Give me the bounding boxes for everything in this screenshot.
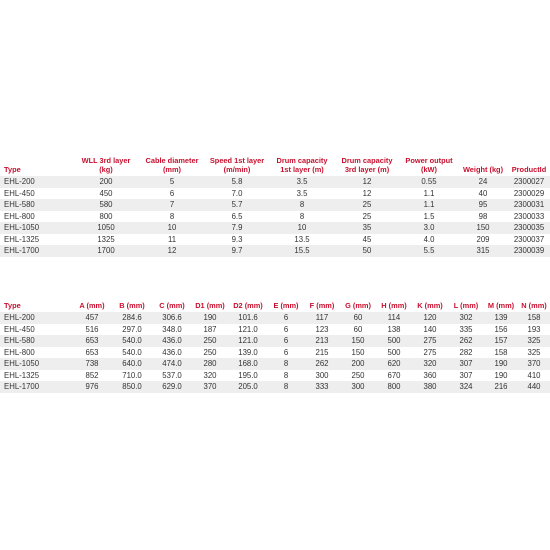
value-cell: 580: [72, 199, 140, 211]
value-cell: 6: [268, 347, 304, 359]
column-header: H (mm): [381, 301, 407, 310]
value-cell: 640.0: [112, 358, 152, 370]
type-cell: EHL-1700: [0, 245, 72, 257]
value-cell: 457: [72, 312, 112, 324]
value-cell: 280: [192, 358, 228, 370]
value-cell: 7.9: [204, 222, 270, 234]
dim-row: [0, 370, 550, 382]
column-header: A (mm): [79, 301, 105, 310]
value-cell: 302: [448, 312, 484, 324]
spec-row: [0, 188, 550, 200]
value-cell: 710.0: [112, 370, 152, 382]
type-cell: EHL-1325: [0, 234, 72, 246]
value-cell: 195.0: [228, 370, 268, 382]
value-cell: 852: [72, 370, 112, 382]
value-cell: 670: [376, 370, 412, 382]
dim-row: [0, 324, 550, 336]
value-cell: 117: [304, 312, 340, 324]
specification-table: [0, 151, 550, 257]
value-cell: 8: [268, 370, 304, 382]
value-cell: 5: [140, 176, 204, 188]
column-header: WLL 3rd layer (kg): [81, 156, 131, 174]
value-cell: 150: [340, 347, 376, 359]
value-cell: 1050: [72, 222, 140, 234]
spec-row: [0, 222, 550, 234]
value-cell: 156: [484, 324, 518, 336]
value-cell: 800: [376, 381, 412, 393]
value-cell: 738: [72, 358, 112, 370]
value-cell: 25: [334, 211, 400, 223]
type-cell: EHL-800: [0, 211, 72, 223]
value-cell: 335: [448, 324, 484, 336]
value-cell: 121.0: [228, 335, 268, 347]
column-header: Drum capacity 3rd layer (m): [341, 156, 393, 174]
value-cell: 284.6: [112, 312, 152, 324]
value-cell: 193: [518, 324, 550, 336]
type-cell: EHL-1050: [0, 358, 72, 370]
value-cell: 2300035: [508, 222, 550, 234]
value-cell: 620: [376, 358, 412, 370]
type-cell: EHL-800: [0, 347, 72, 359]
value-cell: 5.8: [204, 176, 270, 188]
value-cell: 158: [518, 312, 550, 324]
type-cell: EHL-580: [0, 335, 72, 347]
value-cell: 5.5: [400, 245, 458, 257]
value-cell: 307: [448, 358, 484, 370]
value-cell: 150: [340, 335, 376, 347]
value-cell: 7.0: [204, 188, 270, 200]
value-cell: 500: [376, 335, 412, 347]
value-cell: 12: [334, 176, 400, 188]
column-header: G (mm): [345, 301, 371, 310]
value-cell: 187: [192, 324, 228, 336]
value-cell: 540.0: [112, 347, 152, 359]
value-cell: 157: [484, 335, 518, 347]
value-cell: 60: [340, 324, 376, 336]
value-cell: 25: [334, 199, 400, 211]
value-cell: 150: [458, 222, 508, 234]
column-header: K (mm): [417, 301, 443, 310]
dim-body: [0, 312, 550, 393]
value-cell: 300: [340, 381, 376, 393]
value-cell: 306.6: [152, 312, 192, 324]
value-cell: 200: [72, 176, 140, 188]
value-cell: 440: [518, 381, 550, 393]
value-cell: 7: [140, 199, 204, 211]
value-cell: 11: [140, 234, 204, 246]
value-cell: 121.0: [228, 324, 268, 336]
value-cell: 436.0: [152, 347, 192, 359]
value-cell: 8: [270, 199, 334, 211]
value-cell: 95: [458, 199, 508, 211]
value-cell: 101.6: [228, 312, 268, 324]
column-header: F (mm): [309, 301, 335, 310]
dim-row: [0, 335, 550, 347]
value-cell: 168.0: [228, 358, 268, 370]
spec-header-row: [0, 151, 550, 176]
type-cell: EHL-200: [0, 176, 72, 188]
column-header: Weight (kg): [462, 165, 504, 174]
value-cell: 300: [304, 370, 340, 382]
type-cell: EHL-580: [0, 199, 72, 211]
value-cell: 250: [192, 335, 228, 347]
value-cell: 24: [458, 176, 508, 188]
dim-row: [0, 347, 550, 359]
value-cell: 653: [72, 335, 112, 347]
value-cell: 45: [334, 234, 400, 246]
value-cell: 1700: [72, 245, 140, 257]
dimensions-table: [0, 282, 550, 393]
value-cell: 8: [270, 211, 334, 223]
type-cell: EHL-450: [0, 188, 72, 200]
value-cell: 190: [484, 358, 518, 370]
value-cell: 1.5: [400, 211, 458, 223]
value-cell: 315: [458, 245, 508, 257]
value-cell: 2300039: [508, 245, 550, 257]
value-cell: 120: [412, 312, 448, 324]
spec-body: [0, 176, 550, 257]
column-header: D2 (mm): [233, 301, 263, 310]
value-cell: 297.0: [112, 324, 152, 336]
value-cell: 537.0: [152, 370, 192, 382]
value-cell: 2300027: [508, 176, 550, 188]
value-cell: 190: [192, 312, 228, 324]
value-cell: 850.0: [112, 381, 152, 393]
value-cell: 60: [340, 312, 376, 324]
value-cell: 410: [518, 370, 550, 382]
value-cell: 2300031: [508, 199, 550, 211]
dim-header-row: [0, 282, 550, 312]
value-cell: 3.5: [270, 176, 334, 188]
value-cell: 976: [72, 381, 112, 393]
value-cell: 3.0: [400, 222, 458, 234]
value-cell: 348.0: [152, 324, 192, 336]
value-cell: 250: [192, 347, 228, 359]
column-header: M (mm): [487, 301, 515, 310]
column-header: Drum capacity 1st layer (m): [276, 156, 328, 174]
type-cell: EHL-1700: [0, 381, 72, 393]
value-cell: 209: [458, 234, 508, 246]
value-cell: 275: [412, 347, 448, 359]
value-cell: 450: [72, 188, 140, 200]
value-cell: 5.7: [204, 199, 270, 211]
value-cell: 324: [448, 381, 484, 393]
value-cell: 114: [376, 312, 412, 324]
column-header: C (mm): [159, 301, 185, 310]
value-cell: 12: [140, 245, 204, 257]
value-cell: 436.0: [152, 335, 192, 347]
column-header: ProductId: [511, 165, 547, 174]
value-cell: 2300033: [508, 211, 550, 223]
value-cell: 275: [412, 335, 448, 347]
spec-row: [0, 234, 550, 246]
value-cell: 9.3: [204, 234, 270, 246]
value-cell: 380: [412, 381, 448, 393]
value-cell: 205.0: [228, 381, 268, 393]
value-cell: 2300037: [508, 234, 550, 246]
spec-row: [0, 176, 550, 188]
value-cell: 500: [376, 347, 412, 359]
value-cell: 138: [376, 324, 412, 336]
spec-row: [0, 245, 550, 257]
value-cell: 216: [484, 381, 518, 393]
value-cell: 215: [304, 347, 340, 359]
value-cell: 10: [270, 222, 334, 234]
value-cell: 3.5: [270, 188, 334, 200]
type-cell: EHL-200: [0, 312, 72, 324]
value-cell: 213: [304, 335, 340, 347]
value-cell: 262: [448, 335, 484, 347]
dim-row: [0, 358, 550, 370]
value-cell: 320: [192, 370, 228, 382]
value-cell: 8: [268, 358, 304, 370]
value-cell: 2300029: [508, 188, 550, 200]
value-cell: 370: [192, 381, 228, 393]
value-cell: 50: [334, 245, 400, 257]
value-cell: 250: [340, 370, 376, 382]
spec-row: [0, 199, 550, 211]
value-cell: 333: [304, 381, 340, 393]
value-cell: 4.0: [400, 234, 458, 246]
value-cell: 13.5: [270, 234, 334, 246]
value-cell: 6.5: [204, 211, 270, 223]
value-cell: 190: [484, 370, 518, 382]
type-cell: EHL-450: [0, 324, 72, 336]
value-cell: 1.1: [400, 188, 458, 200]
value-cell: 800: [72, 211, 140, 223]
value-cell: 325: [518, 347, 550, 359]
value-cell: 6: [268, 335, 304, 347]
value-cell: 1325: [72, 234, 140, 246]
value-cell: 139.0: [228, 347, 268, 359]
column-header: N (mm): [521, 301, 547, 310]
value-cell: 653: [72, 347, 112, 359]
value-cell: 140: [412, 324, 448, 336]
dim-row: [0, 381, 550, 393]
column-header: B (mm): [119, 301, 145, 310]
value-cell: 9.7: [204, 245, 270, 257]
value-cell: 6: [268, 324, 304, 336]
value-cell: 307: [448, 370, 484, 382]
value-cell: 40: [458, 188, 508, 200]
column-header: Type: [4, 165, 21, 174]
column-header: E (mm): [273, 301, 299, 310]
value-cell: 370: [518, 358, 550, 370]
value-cell: 8: [268, 381, 304, 393]
value-cell: 200: [340, 358, 376, 370]
value-cell: 158: [484, 347, 518, 359]
column-header: Type: [4, 301, 21, 310]
value-cell: 98: [458, 211, 508, 223]
column-header: Power output (kW): [405, 156, 453, 174]
value-cell: 1.1: [400, 199, 458, 211]
value-cell: 6: [268, 312, 304, 324]
value-cell: 10: [140, 222, 204, 234]
value-cell: 282: [448, 347, 484, 359]
value-cell: 320: [412, 358, 448, 370]
value-cell: 474.0: [152, 358, 192, 370]
value-cell: 360: [412, 370, 448, 382]
dim-row: [0, 312, 550, 324]
value-cell: 516: [72, 324, 112, 336]
value-cell: 0.55: [400, 176, 458, 188]
value-cell: 629.0: [152, 381, 192, 393]
value-cell: 262: [304, 358, 340, 370]
value-cell: 325: [518, 335, 550, 347]
type-cell: EHL-1325: [0, 370, 72, 382]
column-header: Cable diameter (mm): [145, 156, 199, 174]
value-cell: 6: [140, 188, 204, 200]
value-cell: 35: [334, 222, 400, 234]
spec-row: [0, 211, 550, 223]
value-cell: 15.5: [270, 245, 334, 257]
type-cell: EHL-1050: [0, 222, 72, 234]
value-cell: 8: [140, 211, 204, 223]
value-cell: 540.0: [112, 335, 152, 347]
column-header: D1 (mm): [195, 301, 225, 310]
value-cell: 123: [304, 324, 340, 336]
column-header: L (mm): [453, 301, 479, 310]
column-header: Speed 1st layer (m/min): [209, 156, 265, 174]
value-cell: 139: [484, 312, 518, 324]
value-cell: 12: [334, 188, 400, 200]
